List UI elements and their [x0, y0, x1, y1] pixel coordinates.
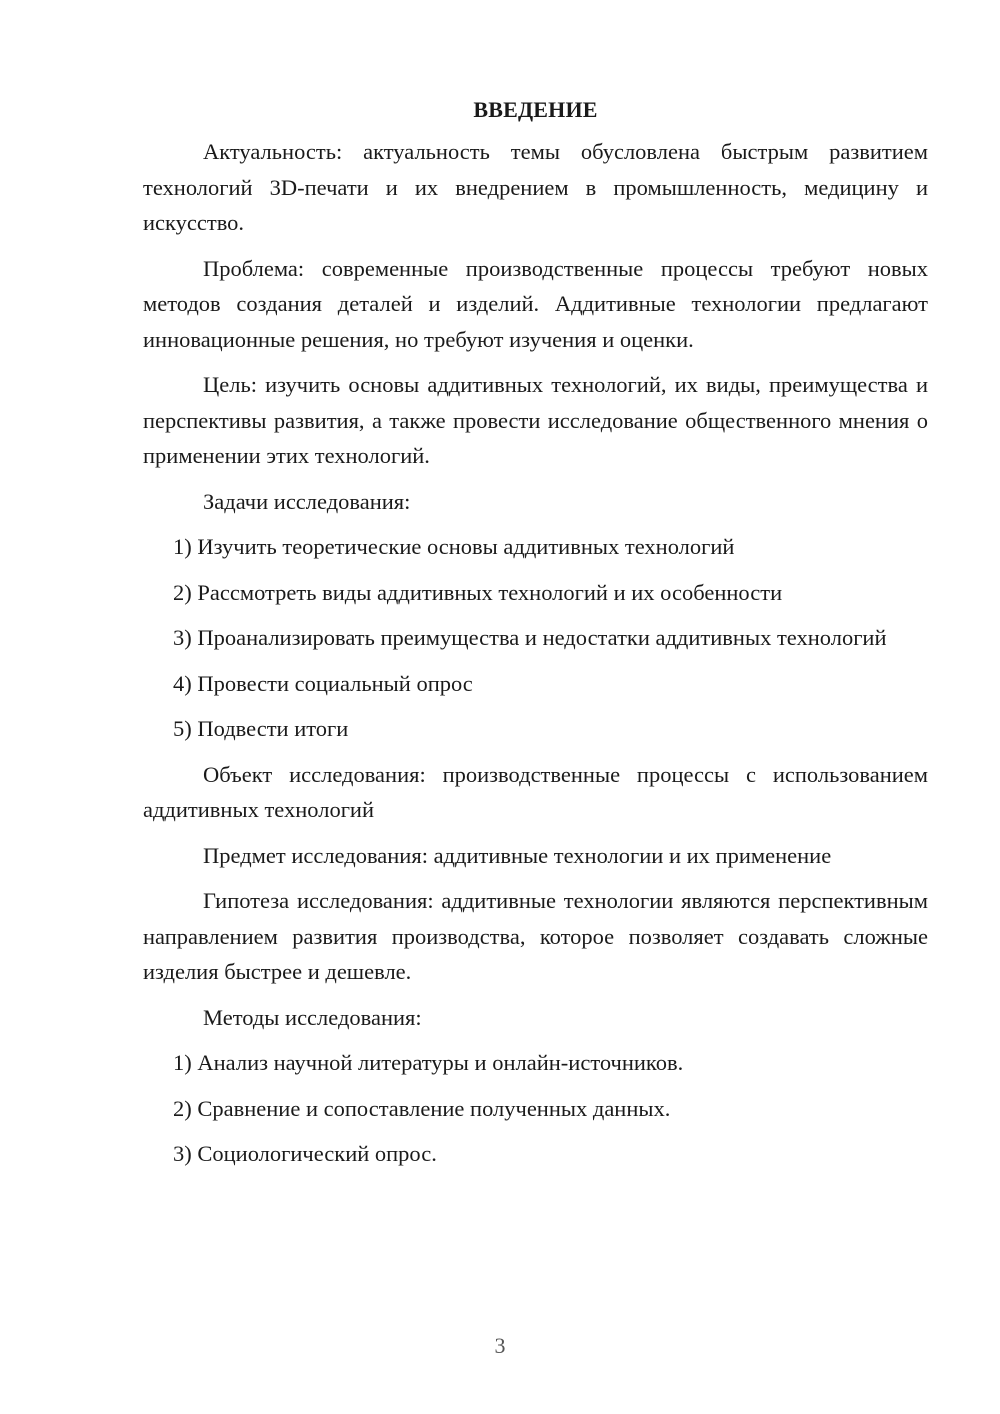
goal-paragraph: Цель: изучить основы аддитивных технологий, их виды, преимущества и перспективы развития, а также провести исследование общественного мнения о применении этих технологий.	[143, 372, 928, 468]
subject-paragraph: Предмет исследования: аддитивные технологии и их применение	[203, 842, 832, 868]
task-item: 5) Подвести итоги	[173, 716, 349, 741]
method-item: 2) Сравнение и сопоставление полученных данных.	[173, 1095, 671, 1121]
document-page	[143, 92, 928, 1182]
section-title: ВВЕДЕНИЕ	[473, 97, 598, 122]
problem-paragraph: Проблема: современные производственные процессы требуют новых методов создания деталей и изделий. Аддитивные технологии предлагают инновационные решения, но требуют изучения и оценки.	[143, 255, 928, 352]
object-paragraph: Объект исследования: производственные процессы с использованием аддитивных технологий	[143, 761, 928, 822]
task-item: 4) Провести социальный опрос	[173, 670, 473, 696]
task-item: 3) Проанализировать преимущества и недостатки аддитивных технологий	[173, 625, 887, 650]
task-item: 2) Рассмотреть виды аддитивных технологий и их особенности	[173, 579, 783, 605]
method-item: 1) Анализ научной литературы и онлайн-источников.	[173, 1050, 684, 1075]
task-item: 1) Изучить теоретические основы аддитивных технологий	[173, 534, 735, 559]
page-number: 3	[494, 1333, 506, 1358]
tasks-heading: Задачи исследования:	[203, 488, 411, 514]
relevance-paragraph: Актуальность: актуальность темы обусловлена быстрым развитием технологий 3D-печати и их внедрением в промышленность, медицину и искусство.	[143, 139, 928, 235]
methods-heading: Методы исследования:	[203, 1004, 422, 1030]
method-item: 3) Социологический опрос.	[173, 1141, 437, 1166]
hypothesis-paragraph: Гипотеза исследования: аддитивные технологии являются перспективным направлением развития производства, которое позволяет создавать сложные изделия быстрее и дешевле.	[143, 888, 928, 984]
